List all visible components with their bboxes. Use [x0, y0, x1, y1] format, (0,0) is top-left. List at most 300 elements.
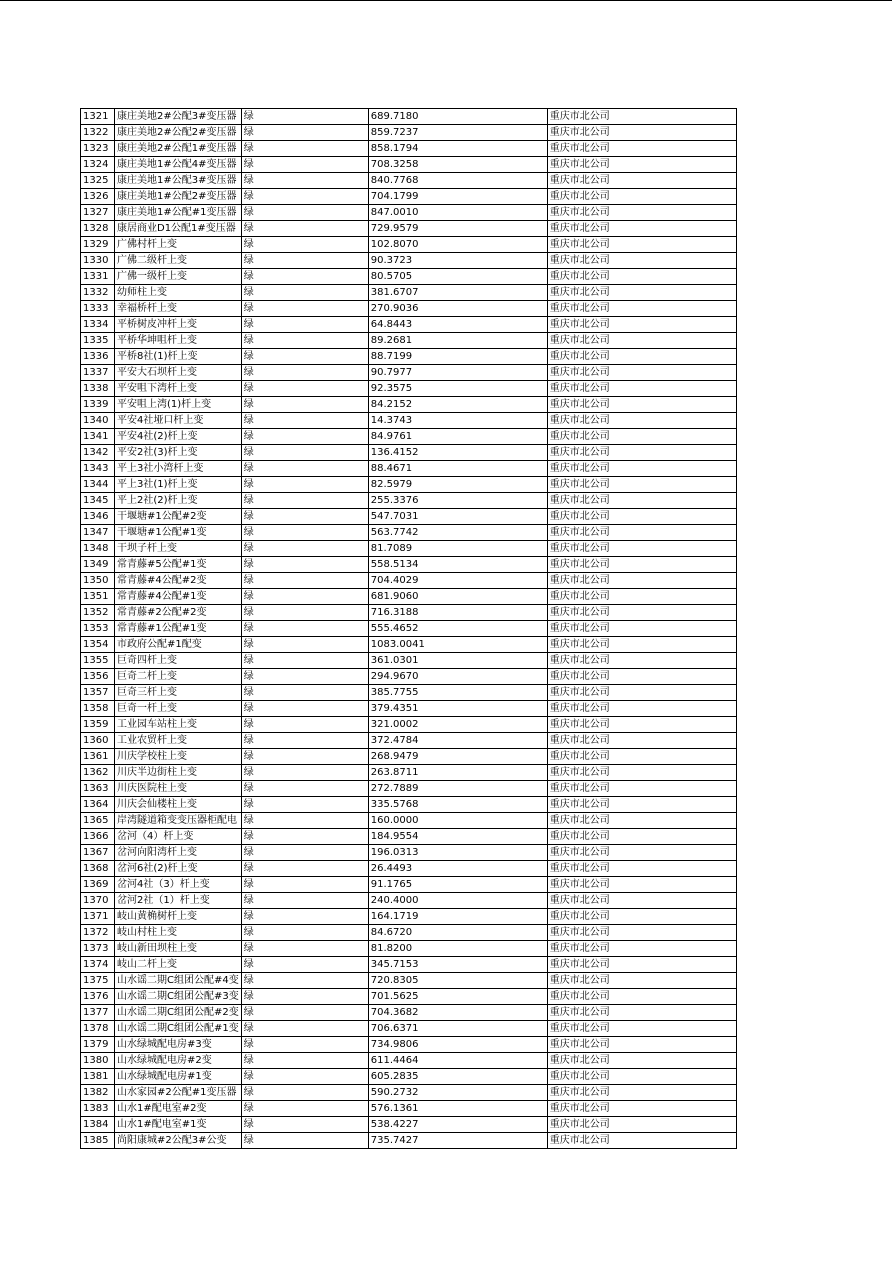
status-cell: 绿 — [241, 669, 368, 685]
row-id-cell: 1382 — [81, 1085, 115, 1101]
table-row — [81, 909, 737, 925]
table-row — [81, 1085, 737, 1101]
company-cell: 重庆市北公司 — [547, 301, 736, 317]
table-row — [81, 157, 737, 173]
row-id-cell: 1342 — [81, 445, 115, 461]
status-cell: 绿 — [241, 845, 368, 861]
value-cell: 84.9761 — [368, 429, 547, 445]
row-id-cell: 1375 — [81, 973, 115, 989]
table-row — [81, 237, 737, 253]
value-cell: 84.2152 — [368, 397, 547, 413]
row-id-cell: 1369 — [81, 877, 115, 893]
company-cell: 重庆市北公司 — [547, 829, 736, 845]
value-cell: 92.3575 — [368, 381, 547, 397]
row-id-cell: 1350 — [81, 573, 115, 589]
company-cell: 重庆市北公司 — [547, 989, 736, 1005]
status-cell: 绿 — [241, 285, 368, 301]
row-id-cell: 1373 — [81, 941, 115, 957]
company-cell: 重庆市北公司 — [547, 1133, 736, 1149]
company-cell: 重庆市北公司 — [547, 749, 736, 765]
company-cell: 重庆市北公司 — [547, 541, 736, 557]
row-id-cell: 1330 — [81, 253, 115, 269]
row-id-cell: 1355 — [81, 653, 115, 669]
status-cell: 绿 — [241, 589, 368, 605]
value-cell: 385.7755 — [368, 685, 547, 701]
table-row — [81, 685, 737, 701]
row-id-cell: 1339 — [81, 397, 115, 413]
transformer-name-cell: 岐山二杆上变 — [115, 957, 242, 973]
table-row — [81, 845, 737, 861]
company-cell: 重庆市北公司 — [547, 173, 736, 189]
value-cell: 88.4671 — [368, 461, 547, 477]
transformer-name-cell: 工业农贸杆上变 — [115, 733, 242, 749]
transformer-name-cell: 广佛村杆上变 — [115, 237, 242, 253]
company-cell: 重庆市北公司 — [547, 381, 736, 397]
company-cell: 重庆市北公司 — [547, 429, 736, 445]
value-cell: 361.0301 — [368, 653, 547, 669]
transformer-name-cell: 平安咀上湾(1)杆上变 — [115, 397, 242, 413]
transformer-name-cell: 山水谣二期C组团公配#2变 — [115, 1005, 242, 1021]
value-cell: 272.7889 — [368, 781, 547, 797]
table-row — [81, 1069, 737, 1085]
value-cell: 701.5625 — [368, 989, 547, 1005]
table-row — [81, 109, 737, 125]
row-id-cell: 1343 — [81, 461, 115, 477]
status-cell: 绿 — [241, 237, 368, 253]
value-cell: 321.0002 — [368, 717, 547, 733]
table-row — [81, 941, 737, 957]
value-cell: 102.8070 — [368, 237, 547, 253]
company-cell: 重庆市北公司 — [547, 701, 736, 717]
company-cell: 重庆市北公司 — [547, 765, 736, 781]
table-row — [81, 509, 737, 525]
value-cell: 335.5768 — [368, 797, 547, 813]
value-cell: 164.1719 — [368, 909, 547, 925]
row-id-cell: 1356 — [81, 669, 115, 685]
transformer-name-cell: 康庄美地2#公配2#变压器 — [115, 125, 242, 141]
transformer-name-cell: 工业园车站柱上变 — [115, 717, 242, 733]
row-id-cell: 1377 — [81, 1005, 115, 1021]
value-cell: 716.3188 — [368, 605, 547, 621]
status-cell: 绿 — [241, 349, 368, 365]
table-row — [81, 1101, 737, 1117]
table-row — [81, 189, 737, 205]
status-cell: 绿 — [241, 733, 368, 749]
company-cell: 重庆市北公司 — [547, 493, 736, 509]
table-row — [81, 125, 737, 141]
status-cell: 绿 — [241, 813, 368, 829]
table-row — [81, 397, 737, 413]
value-cell: 263.8711 — [368, 765, 547, 781]
row-id-cell: 1328 — [81, 221, 115, 237]
status-cell: 绿 — [241, 989, 368, 1005]
status-cell: 绿 — [241, 653, 368, 669]
transformer-name-cell: 山水1#配电室#1变 — [115, 1117, 242, 1133]
company-cell: 重庆市北公司 — [547, 653, 736, 669]
company-cell: 重庆市北公司 — [547, 477, 736, 493]
company-cell: 重庆市北公司 — [547, 1037, 736, 1053]
status-cell: 绿 — [241, 573, 368, 589]
value-cell: 184.9554 — [368, 829, 547, 845]
value-cell: 605.2835 — [368, 1069, 547, 1085]
value-cell: 379.4351 — [368, 701, 547, 717]
table-row — [81, 349, 737, 365]
value-cell: 706.6371 — [368, 1021, 547, 1037]
transformer-name-cell: 山水绿城配电房#1变 — [115, 1069, 242, 1085]
table-row — [81, 749, 737, 765]
row-id-cell: 1340 — [81, 413, 115, 429]
value-cell: 88.7199 — [368, 349, 547, 365]
transformer-name-cell: 康庄美地1#公配2#变压器 — [115, 189, 242, 205]
transformer-name-cell: 巨奇二杆上变 — [115, 669, 242, 685]
table-row — [81, 1021, 737, 1037]
table-row — [81, 381, 737, 397]
status-cell: 绿 — [241, 477, 368, 493]
table-row — [81, 893, 737, 909]
transformer-name-cell: 平上3社(1)杆上变 — [115, 477, 242, 493]
status-cell: 绿 — [241, 397, 368, 413]
row-id-cell: 1323 — [81, 141, 115, 157]
transformer-name-cell: 岔河向阳湾杆上变 — [115, 845, 242, 861]
status-cell: 绿 — [241, 445, 368, 461]
status-cell: 绿 — [241, 1021, 368, 1037]
status-cell: 绿 — [241, 701, 368, 717]
table-row — [81, 701, 737, 717]
transformer-name-cell: 常青藤#1公配#1变 — [115, 621, 242, 637]
transformer-name-cell: 广佛一级杆上变 — [115, 269, 242, 285]
row-id-cell: 1344 — [81, 477, 115, 493]
table-row — [81, 813, 737, 829]
status-cell: 绿 — [241, 157, 368, 173]
row-id-cell: 1381 — [81, 1069, 115, 1085]
transformer-name-cell: 巨奇一杆上变 — [115, 701, 242, 717]
value-cell: 859.7237 — [368, 125, 547, 141]
row-id-cell: 1370 — [81, 893, 115, 909]
value-cell: 345.7153 — [368, 957, 547, 973]
row-id-cell: 1322 — [81, 125, 115, 141]
value-cell: 704.3682 — [368, 1005, 547, 1021]
row-id-cell: 1376 — [81, 989, 115, 1005]
status-cell: 绿 — [241, 1085, 368, 1101]
transformer-name-cell: 干堰塘#1公配#1变 — [115, 525, 242, 541]
status-cell: 绿 — [241, 1117, 368, 1133]
company-cell: 重庆市北公司 — [547, 269, 736, 285]
company-cell: 重庆市北公司 — [547, 509, 736, 525]
transformer-name-cell: 广佛二级杆上变 — [115, 253, 242, 269]
company-cell: 重庆市北公司 — [547, 205, 736, 221]
table-row — [81, 493, 737, 509]
transformer-name-cell: 岐山新田坝柱上变 — [115, 941, 242, 957]
status-cell: 绿 — [241, 141, 368, 157]
transformer-name-cell: 川庆半边街柱上变 — [115, 765, 242, 781]
status-cell: 绿 — [241, 189, 368, 205]
transformer-name-cell: 幼师柱上变 — [115, 285, 242, 301]
company-cell: 重庆市北公司 — [547, 109, 736, 125]
transformer-name-cell: 平安2社(3)杆上变 — [115, 445, 242, 461]
status-cell: 绿 — [241, 1069, 368, 1085]
transformer-name-cell: 川庆学校柱上变 — [115, 749, 242, 765]
row-id-cell: 1333 — [81, 301, 115, 317]
transformer-name-cell: 岸湾隧道箱变变压器柜配电 — [115, 813, 242, 829]
table-row — [81, 541, 737, 557]
table-row — [81, 477, 737, 493]
row-id-cell: 1329 — [81, 237, 115, 253]
table-row — [81, 989, 737, 1005]
table-row — [81, 1117, 737, 1133]
company-cell: 重庆市北公司 — [547, 125, 736, 141]
value-cell: 704.4029 — [368, 573, 547, 589]
row-id-cell: 1385 — [81, 1133, 115, 1149]
transformer-name-cell: 巨奇三杆上变 — [115, 685, 242, 701]
status-cell: 绿 — [241, 221, 368, 237]
status-cell: 绿 — [241, 429, 368, 445]
company-cell: 重庆市北公司 — [547, 973, 736, 989]
row-id-cell: 1383 — [81, 1101, 115, 1117]
value-cell: 720.8305 — [368, 973, 547, 989]
transformer-name-cell: 山水谣二期C组团公配#4变 — [115, 973, 242, 989]
company-cell: 重庆市北公司 — [547, 957, 736, 973]
status-cell: 绿 — [241, 637, 368, 653]
table-row — [81, 221, 737, 237]
row-id-cell: 1368 — [81, 861, 115, 877]
value-cell: 240.4000 — [368, 893, 547, 909]
status-cell: 绿 — [241, 797, 368, 813]
row-id-cell: 1325 — [81, 173, 115, 189]
row-id-cell: 1332 — [81, 285, 115, 301]
row-id-cell: 1335 — [81, 333, 115, 349]
status-cell: 绿 — [241, 1133, 368, 1149]
value-cell: 708.3258 — [368, 157, 547, 173]
row-id-cell: 1354 — [81, 637, 115, 653]
status-cell: 绿 — [241, 829, 368, 845]
status-cell: 绿 — [241, 365, 368, 381]
transformer-name-cell: 幸福桥杆上变 — [115, 301, 242, 317]
row-id-cell: 1331 — [81, 269, 115, 285]
table-row — [81, 333, 737, 349]
transformer-name-cell: 川庆医院柱上变 — [115, 781, 242, 797]
company-cell: 重庆市北公司 — [547, 157, 736, 173]
status-cell: 绿 — [241, 413, 368, 429]
value-cell: 294.9670 — [368, 669, 547, 685]
company-cell: 重庆市北公司 — [547, 1101, 736, 1117]
company-cell: 重庆市北公司 — [547, 845, 736, 861]
table-row — [81, 925, 737, 941]
row-id-cell: 1353 — [81, 621, 115, 637]
row-id-cell: 1324 — [81, 157, 115, 173]
value-cell: 91.1765 — [368, 877, 547, 893]
company-cell: 重庆市北公司 — [547, 445, 736, 461]
transformer-name-cell: 岔河（4）杆上变 — [115, 829, 242, 845]
status-cell: 绿 — [241, 1005, 368, 1021]
company-cell: 重庆市北公司 — [547, 461, 736, 477]
value-cell: 26.4493 — [368, 861, 547, 877]
value-cell: 81.8200 — [368, 941, 547, 957]
transformer-name-cell: 山水绿城配电房#3变 — [115, 1037, 242, 1053]
table-row — [81, 605, 737, 621]
value-cell: 80.5705 — [368, 269, 547, 285]
status-cell: 绿 — [241, 941, 368, 957]
transformer-name-cell: 常青藤#5公配#1变 — [115, 557, 242, 573]
value-cell: 255.3376 — [368, 493, 547, 509]
table-row — [81, 765, 737, 781]
company-cell: 重庆市北公司 — [547, 781, 736, 797]
row-id-cell: 1347 — [81, 525, 115, 541]
status-cell: 绿 — [241, 509, 368, 525]
row-id-cell: 1348 — [81, 541, 115, 557]
table-row — [81, 1037, 737, 1053]
status-cell: 绿 — [241, 957, 368, 973]
table-row — [81, 797, 737, 813]
status-cell: 绿 — [241, 685, 368, 701]
value-cell: 590.2732 — [368, 1085, 547, 1101]
company-cell: 重庆市北公司 — [547, 253, 736, 269]
transformer-name-cell: 岔河6社(2)杆上变 — [115, 861, 242, 877]
value-cell: 89.2681 — [368, 333, 547, 349]
row-id-cell: 1357 — [81, 685, 115, 701]
value-cell: 381.6707 — [368, 285, 547, 301]
company-cell: 重庆市北公司 — [547, 605, 736, 621]
company-cell: 重庆市北公司 — [547, 141, 736, 157]
table-row — [81, 717, 737, 733]
transformer-name-cell: 岔河2社（1）杆上变 — [115, 893, 242, 909]
value-cell: 196.0313 — [368, 845, 547, 861]
company-cell: 重庆市北公司 — [547, 397, 736, 413]
row-id-cell: 1379 — [81, 1037, 115, 1053]
row-id-cell: 1380 — [81, 1053, 115, 1069]
row-id-cell: 1359 — [81, 717, 115, 733]
value-cell: 558.5134 — [368, 557, 547, 573]
company-cell: 重庆市北公司 — [547, 797, 736, 813]
table-body — [81, 109, 737, 1149]
row-id-cell: 1365 — [81, 813, 115, 829]
company-cell: 重庆市北公司 — [547, 621, 736, 637]
value-cell: 84.6720 — [368, 925, 547, 941]
company-cell: 重庆市北公司 — [547, 685, 736, 701]
row-id-cell: 1358 — [81, 701, 115, 717]
row-id-cell: 1366 — [81, 829, 115, 845]
company-cell: 重庆市北公司 — [547, 1117, 736, 1133]
table-row — [81, 173, 737, 189]
table-row — [81, 621, 737, 637]
company-cell: 重庆市北公司 — [547, 877, 736, 893]
row-id-cell: 1341 — [81, 429, 115, 445]
table-row — [81, 589, 737, 605]
row-id-cell: 1346 — [81, 509, 115, 525]
table-row — [81, 781, 737, 797]
table-row — [81, 653, 737, 669]
company-cell: 重庆市北公司 — [547, 1069, 736, 1085]
status-cell: 绿 — [241, 205, 368, 221]
status-cell: 绿 — [241, 925, 368, 941]
company-cell: 重庆市北公司 — [547, 1053, 736, 1069]
table-row — [81, 269, 737, 285]
status-cell: 绿 — [241, 861, 368, 877]
company-cell: 重庆市北公司 — [547, 237, 736, 253]
row-id-cell: 1360 — [81, 733, 115, 749]
company-cell: 重庆市北公司 — [547, 333, 736, 349]
row-id-cell: 1336 — [81, 349, 115, 365]
status-cell: 绿 — [241, 493, 368, 509]
transformer-name-cell: 尚阳康城#2公配3#公变 — [115, 1133, 242, 1149]
row-id-cell: 1337 — [81, 365, 115, 381]
row-id-cell: 1334 — [81, 317, 115, 333]
table-row — [81, 733, 737, 749]
value-cell: 372.4784 — [368, 733, 547, 749]
status-cell: 绿 — [241, 173, 368, 189]
value-cell: 160.0000 — [368, 813, 547, 829]
table-row — [81, 861, 737, 877]
table-row — [81, 413, 737, 429]
value-cell: 681.9060 — [368, 589, 547, 605]
table-row — [81, 957, 737, 973]
value-cell: 268.9479 — [368, 749, 547, 765]
status-cell: 绿 — [241, 253, 368, 269]
transformer-name-cell: 平安大石坝杆上变 — [115, 365, 242, 381]
table-row — [81, 301, 737, 317]
table-row — [81, 877, 737, 893]
transformer-name-cell: 平上2社(2)杆上变 — [115, 493, 242, 509]
value-cell: 576.1361 — [368, 1101, 547, 1117]
row-id-cell: 1372 — [81, 925, 115, 941]
transformer-name-cell: 平上3社小湾杆上变 — [115, 461, 242, 477]
row-id-cell: 1362 — [81, 765, 115, 781]
company-cell: 重庆市北公司 — [547, 1085, 736, 1101]
status-cell: 绿 — [241, 893, 368, 909]
row-id-cell: 1364 — [81, 797, 115, 813]
row-id-cell: 1345 — [81, 493, 115, 509]
transformer-name-cell: 康居商业D1公配1#变压器 — [115, 221, 242, 237]
row-id-cell: 1321 — [81, 109, 115, 125]
table-row — [81, 1005, 737, 1021]
value-cell: 1083.0041 — [368, 637, 547, 653]
status-cell: 绿 — [241, 621, 368, 637]
table-row — [81, 461, 737, 477]
status-cell: 绿 — [241, 781, 368, 797]
value-cell: 734.9806 — [368, 1037, 547, 1053]
transformer-name-cell: 平桥树皮冲杆上变 — [115, 317, 242, 333]
company-cell: 重庆市北公司 — [547, 1005, 736, 1021]
status-cell: 绿 — [241, 1101, 368, 1117]
company-cell: 重庆市北公司 — [547, 317, 736, 333]
transformer-name-cell: 平安咀下湾杆上变 — [115, 381, 242, 397]
company-cell: 重庆市北公司 — [547, 189, 736, 205]
row-id-cell: 1363 — [81, 781, 115, 797]
value-cell: 611.4464 — [368, 1053, 547, 1069]
table-row — [81, 669, 737, 685]
status-cell: 绿 — [241, 973, 368, 989]
transformer-name-cell: 平桥华坤咀杆上变 — [115, 333, 242, 349]
transformer-name-cell: 康庄美地2#公配1#变压器 — [115, 141, 242, 157]
value-cell: 689.7180 — [368, 109, 547, 125]
table-row — [81, 429, 737, 445]
company-cell: 重庆市北公司 — [547, 573, 736, 589]
status-cell: 绿 — [241, 525, 368, 541]
table-row — [81, 253, 737, 269]
row-id-cell: 1351 — [81, 589, 115, 605]
transformer-name-cell: 常青藤#2公配#2变 — [115, 605, 242, 621]
value-cell: 555.4652 — [368, 621, 547, 637]
transformer-name-cell: 巨奇四杆上变 — [115, 653, 242, 669]
status-cell: 绿 — [241, 1037, 368, 1053]
row-id-cell: 1326 — [81, 189, 115, 205]
transformer-name-cell: 山水谣二期C组团公配#3变 — [115, 989, 242, 1005]
transformer-name-cell: 康庄美地1#公配4#变压器 — [115, 157, 242, 173]
status-cell: 绿 — [241, 381, 368, 397]
table-row — [81, 141, 737, 157]
transformer-name-cell: 康庄美地1#公配3#变压器 — [115, 173, 242, 189]
transformer-name-cell: 干堰塘#1公配#2变 — [115, 509, 242, 525]
transformer-name-cell: 市政府公配#1配变 — [115, 637, 242, 653]
